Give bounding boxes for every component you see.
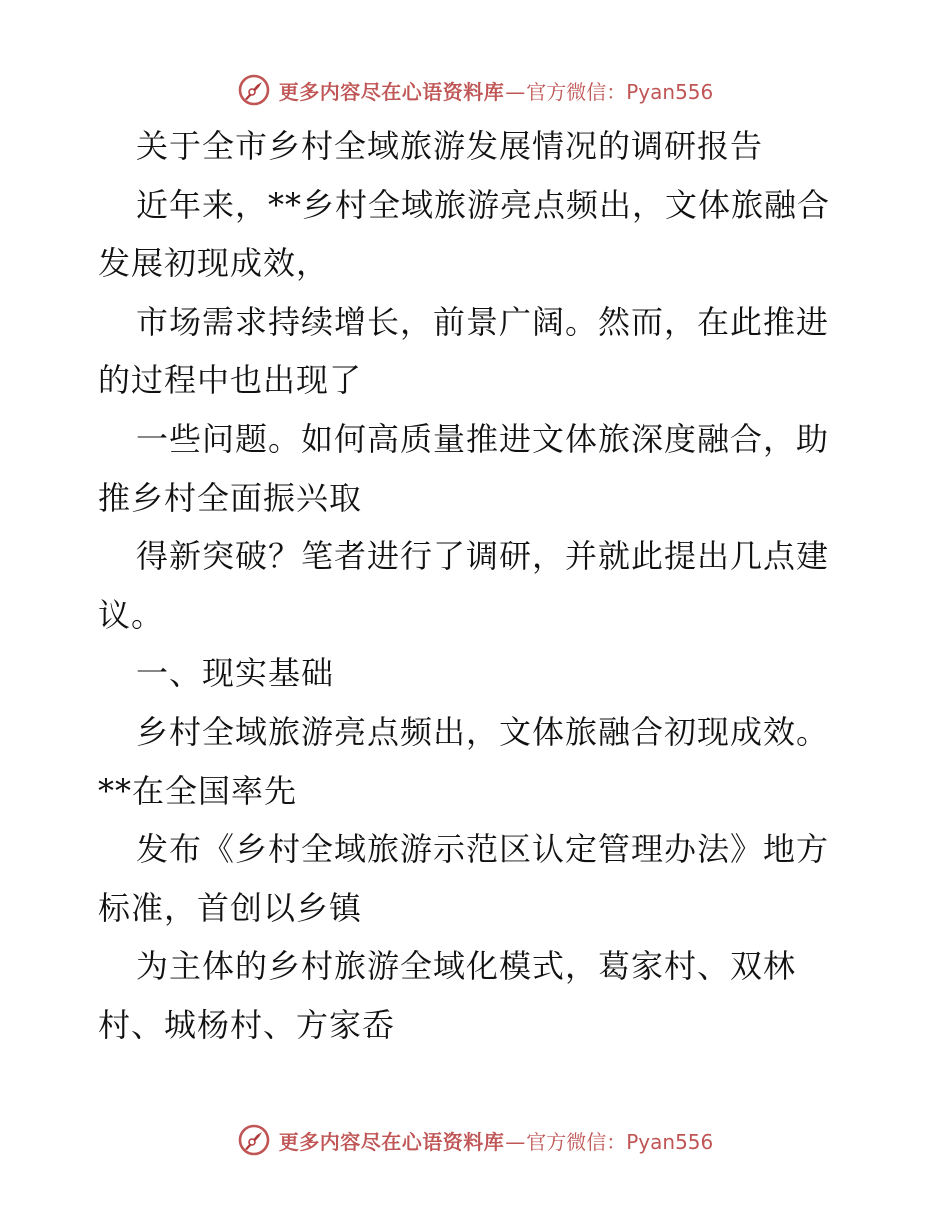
paragraph-line: 为主体的乡村旅游全域化模式，葛家村、双林 [136,947,797,986]
section-heading: 一、现实基础 [136,654,335,693]
paragraph-line: 推乡村全面振兴取 [98,478,363,517]
header-banner-wechat-label: 官方微信： [526,79,627,104]
paragraph-line: 发布《乡村全域旅游示范区认定管理办法》地方 [136,830,830,869]
header-banner-main: 更多内容尽在心语资料库 [278,79,505,104]
paragraph-line: 近年来，**乡村全域旅游亮点频出，文体旅融合 [136,185,831,224]
footer-banner-separator: — [505,1129,526,1154]
header-banner [0,68,950,112]
paragraph-line: 标准，首创以乡镇 [98,888,363,927]
header-banner-wechat-id: Pyan556 [626,79,714,104]
footer-banner-main: 更多内容尽在心语资料库 [278,1129,505,1154]
paragraph-line: **在全国率先 [98,771,298,810]
pen-nib-logo-icon [237,1123,271,1157]
document-title: 关于全市乡村全域旅游发展情况的调研报告 [136,127,764,165]
footer-banner-wechat-label: 官方微信： [526,1129,627,1154]
footer-banner [0,1118,950,1162]
header-banner-separator: — [505,79,526,104]
pen-nib-logo-icon [237,73,271,107]
footer-banner-text [279,1126,714,1155]
paragraph-line: 一些问题。如何高质量推进文体旅深度融合，助 [136,419,830,458]
paragraph-line: 发展初现成效， [98,244,330,283]
paragraph-line: 议。 [98,595,165,634]
paragraph-line: 的过程中也出现了 [98,361,363,400]
paragraph-line: 得新突破？笔者进行了调研，并就此提出几点建 [136,537,830,576]
document-body [98,117,858,1055]
paragraph-line: 市场需求持续增长，前景广阔。然而，在此推进 [136,302,830,341]
header-banner-text [279,76,714,105]
paragraph-line: 乡村全域旅游亮点频出，文体旅融合初现成效。 [136,712,830,751]
paragraph-line: 村、城杨村、方家岙 [98,1005,396,1044]
footer-banner-wechat-id: Pyan556 [626,1129,714,1154]
